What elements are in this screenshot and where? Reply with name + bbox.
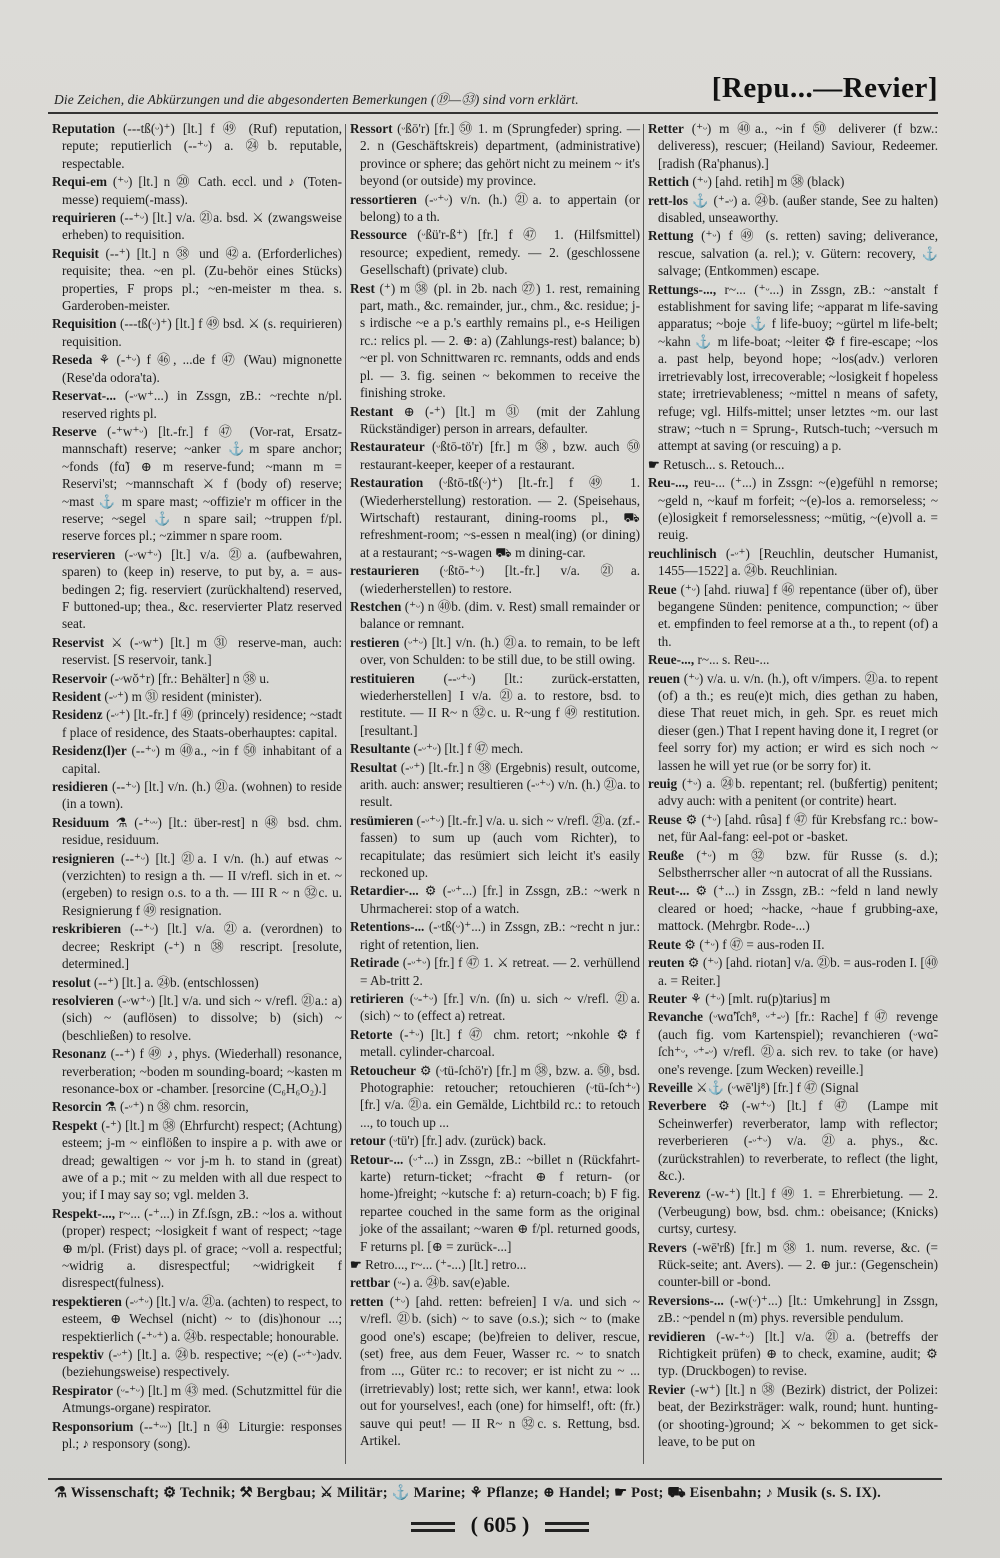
dictionary-entry: reuen (⁺ᵕ) v/a. u. v/n. (h.), oft v/impers. ㉑a. to repent (of) a th.; es reu(e)t mich, dies gethan zu haben, diese That reuet mich, in geh. Spr. es reuet mich dieser (gen.) That I repent having done it, I regret (or feel sorry for) my action; er wird es sich noch ~ lassen he will yet rue (or be sorry for) it. xyxy=(648,670,938,773)
dictionary-entry: Reut-... ⚙ (⁺...) in Zssgn, zB.: ~feld n land newly cleared or hoed; ~hacke, ~haue f grubbing-axe, mattock. (Mehrgbr. Rode-...) xyxy=(648,883,938,934)
entry-headword: Restant xyxy=(350,403,394,419)
dictionary-entry: Revier (-w⁺) [lt.] n ㊳ (Bezirk) district, der Polizei: beat, der Bezirksträger: walk, round; hunt. hunting- (or shooting-)ground; ⚔ ~ bekommen to get sick-leave, to be put on xyxy=(648,1381,938,1450)
entry-headword: restieren xyxy=(350,634,400,650)
entry-headword: Reveille xyxy=(648,1079,693,1095)
dictionary-entry: restieren (ᵕ⁺ᵕ) [lt.] v/n. (h.) ㉑a. to remain, to be left over, von Schulden: to be still due, to be still owing. xyxy=(350,634,640,668)
dictionary-entry: rett-los ⚓ (⁺-ᵕ) a. ㉔b. (außer stande, See zu halten) disabled, unseaworthy. xyxy=(648,192,938,226)
entry-headword: Residenz xyxy=(52,707,103,723)
dictionary-entry: retten (⁺ᵕ) [ahd. retten: befreien] I v/a. und sich ~ v/refl. ㉑b. (sich) ~ to save (o.s.); sich ~ to (make good one's) escape; (be)freien to deliver, rescue, (set) free, aus dem Feuer, Wasser rc. ~ to snatch from ..., Güter rc.: to recover; er ist nicht zu ~ ... (irretrievably) lost; rette sich, wer kann!, etwa: look out for yourselves!, each (one) for himself!, oft: (fr.) sauve qui peut! — II R~ n ㉜c. s. Rettung, bsd. Artikel. xyxy=(350,1293,640,1449)
dictionary-entry: Reuße (⁺ᵕ) m ㉜ bzw. für Russe (s. d.); Selbstherrscher aller ~n autocrat of all the Russians. xyxy=(648,847,938,881)
dictionary-entry: ☛ Retusch... s. Retouch... xyxy=(648,456,785,472)
entry-headword: Requisit xyxy=(52,245,99,261)
dictionary-entry: Requi-em (⁺ᵕ) [lt.] n ⑳ Cath. eccl. und ♪ (Toten-messe) requiem(-mass). xyxy=(52,174,342,207)
entry-headword: reuten xyxy=(648,955,685,971)
page-number: 605 xyxy=(483,1512,517,1537)
entry-headword: Ressort xyxy=(350,121,393,136)
entry-headword: Retour-... xyxy=(350,1151,404,1167)
entry-headword: Reverenz xyxy=(648,1186,701,1202)
dictionary-entry: Retentions-... (-ᵕtß(ᵕ)⁺...) in Zssgn, zB.: ~recht n jur.: right of retention, lien. xyxy=(350,919,640,952)
dictionary-entry: Revers (-wē'rß) [fr.] m ㊳ 1. num. reverse, &c. (= Rück-seite; ant. Avers). — 2. ⊕ jur.: (Gegenschein) counter-bill or -bond. xyxy=(648,1239,938,1290)
entry-headword: Reservat-... xyxy=(52,388,117,404)
dictionary-entry: ressortieren (-ᵕ⁺ᵕ) v/n. (h.) ㉑a. to appertain (or belong) to a th. xyxy=(350,191,640,225)
entry-headword: Retentions-... xyxy=(350,919,425,935)
entry-headword: restituieren xyxy=(350,670,415,686)
entry-headword: respektiv xyxy=(52,1347,104,1363)
entry-headword: Reue xyxy=(648,581,677,597)
dictionary-entry: resümieren (-ᵕ⁺ᵕ) [lt.-fr.] v/a. u. sich ~ v/refl. ㉑a. (zf.-fassen) to sum up (auch vom Richter), to recapitulate; das resümiert sich leicht it's easily reckoned up. xyxy=(350,812,640,881)
column-left xyxy=(52,120,342,1472)
entry-headword: Retoucheur xyxy=(350,1062,416,1078)
dictionary-entry: Restchen (⁺ᵕ) n ㊵b. (dim. v. Rest) small remainder or balance or remnant. xyxy=(350,598,640,632)
dictionary-entry: Reute ⚙ (⁺ᵕ) f ㊼ = aus-roden II. xyxy=(648,936,825,952)
column-middle xyxy=(350,120,640,1472)
dictionary-entry: reskribieren (--⁺ᵕ) [lt.] v/a. ㉑a. (verordnen) to decree; Reskript (-⁺) n ㊳ rescript. [resolute, determined.] xyxy=(52,921,342,972)
entry-headword: Revanche xyxy=(648,1009,703,1025)
dictionary-entry: Restauration (ᵕßtō-tß(ᵕ)⁺) [lt.-fr.] f ㊾ 1. (Wiederherstellung) restoration. — 2. (Speisehaus, Wirtschaft) restaurant, dining-rooms pl., ⛟ refreshment-room; ~s-essen n meal(ing) (or dining) at a restaurant; ~s-wagen ⛟ m dining-car. xyxy=(350,475,640,560)
entry-headword: resignieren xyxy=(52,850,115,866)
dictionary-entry: Resorcin ⚗ (-ᵕ⁺) n ㊳ chm. resorcin, xyxy=(52,1099,249,1115)
abbreviation-note: Die Zeichen, die Abkürzungen und die abgesonderten Bemerkungen (⑲—㉝) sind vorn erklärt. xyxy=(54,92,579,107)
entry-headword: Resonanz xyxy=(52,1046,107,1062)
dictionary-entry: Ressort (ᵕßō'r) [fr.] ㊿ 1. m (Sprungfeder) spring. — 2. n (Geschäftskreis) department, (administrative) province or sphere; das gehört nicht zu meinem ~ it's beyond (or outside) my province. xyxy=(350,121,640,189)
dictionary-entry: Ressource (ᵕßü'r-ß⁺) [fr.] f ㊼ 1. (Hilfsmittel) resource; expedient, remedy. — 2. (geschlossene Gesellschaft) (private) club. xyxy=(350,227,640,278)
entry-headword: Reu-..., xyxy=(648,475,689,491)
dictionary-entry: Retirade (-ᵕ⁺ᵕ) [fr.] f ㊼ 1. ⚔ retreat. — 2. verhüllend = Ab-tritt 2. xyxy=(350,955,640,988)
dictionary-entry: Reservoir (-ᵕwŏ⁺r) [fr.: Behälter] n ㊳ u. xyxy=(52,670,270,686)
dictionary-entry: reuig (⁺ᵕ) a. ㉔b. repentant; rel. (bußfertig) penitent; advy auch: with a penitent (or contrite) heart. xyxy=(648,776,938,809)
dictionary-entry: Reservat-... (-ᵕw⁺...) in Zssgn, zB.: ~rechte n/pl. reserved rights pl. xyxy=(52,388,342,421)
dictionary-entry: retour (ᵕtü'r) [fr.] adv. (zurück) back. xyxy=(350,1133,547,1149)
entry-headword: Retorte xyxy=(350,1026,393,1042)
dictionary-entry: Residuum ⚗ (-⁺ᵕᵕ) [lt.: über-rest] n ㊽ bsd. chm. residue, residuum. xyxy=(52,814,342,848)
dictionary-entry: resolvieren (-ᵕw⁺ᵕ) [lt.] v/a. und sich ~ v/refl. ㉑a.: a) (sich) ~ (auflösen) to dissolve; b) (sich) ~ (beschließen) to resolve. xyxy=(52,992,342,1043)
entry-headword: Reuter xyxy=(648,990,687,1006)
entry-headword: residieren xyxy=(52,779,108,795)
entry-headword: rettbar xyxy=(350,1275,391,1291)
dictionary-entry: ☛ Retro..., r~... (⁺-...) [lt.] retro... xyxy=(350,1257,527,1272)
entry-headword: reskribieren xyxy=(52,921,122,937)
dictionary-entry: Reu-..., reu-... (⁺...) in Zssgn: ~(e)gefühl n remorse; ~geld n, ~kauf m forfeit; ~(e)-los a. remorseless; ~(e)losigkeit f remorselessness; ~mütig, ~(e)voll a. = reuig. xyxy=(648,475,938,543)
entry-headword: Ressource xyxy=(350,227,407,243)
dictionary-entry: Restaurateur (ᵕßtō-tö'r) [fr.] m ㊳, bzw. auch ㊿ restaurant-keeper, keeper of a restaurant. xyxy=(350,439,640,472)
entry-headword: Resorcin xyxy=(52,1099,102,1115)
dictionary-entry: Rettung (⁺ᵕ) f ㊾ (s. retten) saving; deliverance, rescue, salvation (a. rel.); v. Gütern: recovery, ⚓ salvage; (Entkommen) escape. xyxy=(648,228,938,279)
dictionary-entry: reservieren (-ᵕw⁺ᵕ) [lt.] v/a. ㉑a. (aufbewahren, sparen) to (keep in) reserve, to put by, a. = aus-bedingen 2; fig. reserviert (zurückhaltend) reserved, F buttoned-up; thea., &c. reservierter Platz reserved seat. xyxy=(52,546,342,632)
dictionary-entry: residieren (--⁺ᵕ) [lt.] v/n. (h.) ㉑a. (wohnen) to reside (in a town). xyxy=(52,779,342,812)
page-number-group: ( 605 ) xyxy=(470,1512,530,1537)
entry-headword: Resultante xyxy=(350,741,411,757)
entry-headword: Residuum xyxy=(52,814,110,830)
entry-headword: retten xyxy=(350,1293,384,1309)
entry-headword: Reversions-... xyxy=(648,1292,724,1308)
dictionary-entry: reuchlinisch (-ᵕ⁺) [Reuchlin, deutscher Humanist, 1455—1522] a. ㉔b. Reuchlinian. xyxy=(648,545,938,579)
dictionary-entry: Retter (⁺ᵕ) m ㊵a., ~in f ㊿ deliverer (f bzw.: deliveress), rescuer; (Heiland) Saviour, Redeemer. [radish (Ra'phanus).] xyxy=(648,121,938,171)
dictionary-entry: reuten ⚙ (⁺ᵕ) [ahd. riotan] v/a. ㉑b. = aus-roden I. [㊵a. = Reiter.] xyxy=(648,955,938,988)
entry-headword: Rettungs-..., xyxy=(648,281,717,297)
entry-headword: Resultat xyxy=(350,759,397,775)
entry-headword: resümieren xyxy=(350,812,414,828)
dictionary-entry: Reputation (---tß(ᵕ)⁺) [lt.] f ㊾ (Ruf) reputation, repute; reputierlich (--⁺ᵕ) a. ㉔b. reputable, respectable. xyxy=(52,121,342,171)
entry-headword: Retardier-... xyxy=(350,883,419,899)
dictionary-entry: Resultat (-ᵕ⁺) [lt.-fr.] n ㊳ (Ergebnis) result, outcome, arith. auch: answer; resultieren (-ᵕ⁺ᵕ) v/n. (h.) ㉑a. to result. xyxy=(350,759,640,810)
footer-divider xyxy=(48,1478,942,1480)
entry-headword: Requisition xyxy=(52,316,117,332)
dictionary-entry: Retardier-... ⚙ (-ᵕ⁺...) [fr.] in Zssgn, zB.: ~werk n Uhrmacherei: stop of a watch. xyxy=(350,883,640,916)
dictionary-entry: Retoucheur ⚙ (ᵕtü-ſchö'r) [fr.] m ㊳, bzw. a. ㊿, bsd. Photographie: retoucher; retouchieren (ᵕtü-ſch⁺ᵕ) [fr.] v/a. ㉑a. ein Gemälde, Lichtbild rc.: to retouch ..., to touch up ... xyxy=(350,1062,640,1130)
dictionary-entry: Revanche (ᵕwɑ̃'ſch⁸, ᵕ⁺-ᵕ) [fr.: Rache] f ㊼ revenge (auch fig. vom Kartenspiel); revanchieren (ᵕwɑ̃-ſch⁺ᵕ, ᵕ⁺-ᵕ) v/refl. ㉑a. sich rev. to take (or have) one's revenge. [zum Wecken) reveille.] xyxy=(648,1009,938,1077)
dictionary-entry: Reservist ⚔ (-ᵕw⁺) [lt.] m ㉛ reserve-man, auch: reservist. [S reservoir, tank.] xyxy=(52,634,342,668)
dictionary-entry: Reuter ⚘ (⁺ᵕ) [mlt. ru(p)tarius] m xyxy=(648,990,831,1006)
entry-headword: Residenz(l)er xyxy=(52,743,127,759)
entry-headword: ☛ xyxy=(648,456,660,472)
entry-headword: restaurieren xyxy=(350,563,420,579)
dictionary-entry: respektieren (-ᵕ⁺ᵕ) [lt.] v/a. ㉑a. (achten) to respect, to esteem, ⊕ Wechsel (nicht) ~ to (dis)honour ...; respektierlich (-⁺ᵕ⁺) a. ㉔b. respectable; honourable. xyxy=(52,1293,342,1344)
dictionary-entry: retirieren (ᵕ-⁺ᵕ) [fr.] v/n. (ſn) u. sich ~ v/refl. ㉑a. (sich) ~ to (effect a) retreat. xyxy=(350,990,640,1024)
dictionary-entry: Residenz(l)er (--⁺ᵕ) m ㊵a., ~in f ㊿ inhabitant of a capital. xyxy=(52,743,342,776)
entry-headword: Reseda xyxy=(52,352,93,368)
dictionary-entry: Rettich (⁺ᵕ) [ahd. retih] m ㊳ (black) xyxy=(648,174,845,190)
entry-headword: Restchen xyxy=(350,598,402,614)
dictionary-entry: Respirator (ᵕ-⁺ᵕ) [lt.] m ㊸ med. (Schutzmittel für die Atmungs-organe) respirator. xyxy=(52,1382,342,1416)
entry-headword: requirieren xyxy=(52,210,116,226)
entry-headword: reservieren xyxy=(52,546,116,562)
entry-headword: respektieren xyxy=(52,1293,122,1309)
dictionary-entry: Requisit (--⁺) [lt.] n ㊳ und ㊷a. (Erforderliches) requisite; thea. ~en pl. (Zu-behör eines Stücks) properties, F props pl.; ~en-meister m thea. s. Garderoben-meister. xyxy=(52,245,342,314)
dictionary-entry: Reue (⁺ᵕ) [ahd. riuwa] f ㊻ repentance (über of), über begangene Sünden: penitence, compunction; ~ über et. empfinden to feel remorse at a th., to repent (of) a th. xyxy=(648,581,938,649)
dictionary-entry: Respekt (-⁺) [lt.] m ㊳ (Ehrfurcht) respect; (Achtung) esteem; j-m ~ einflößen to inspire a p. with awe or dread; gewaltigen ~ vor j-m h. to stand in (great) awe of a p.; mit ~ zu melden with all due respect to you; if I may say so; vgl. melden 3. xyxy=(52,1117,342,1203)
dictionary-entry: Reverenz (-w-⁺) [lt.] f ㊾ 1. = Ehrerbietung. — 2. (Verbeugung) bow, bsd. chm.: obeisance; (Knicks) curtsy, curtesy. xyxy=(648,1186,938,1237)
ornament-bars-left xyxy=(411,1522,455,1532)
entry-headword: Rettung xyxy=(648,228,694,244)
dictionary-entry: revidieren (-w-⁺ᵕ) [lt.] v/a. ㉑a. (betreffs der Richtigkeit prüfen) ⊕ to check, examine, audit; ⚙ typ. (Druckbogen) to revise. xyxy=(648,1328,938,1379)
dictionary-entry: restaurieren (ᵕßtō-⁺ᵕ) [lt.-fr.] v/a. ㉑a. (wiederherstellen) to restore. xyxy=(350,563,640,596)
dictionary-entry: requirieren (--⁺ᵕ) [lt.] v/a. ㉑a. bsd. ⚔ (zwangsweise erheben) to requisition. xyxy=(52,210,342,243)
dictionary-entry: Retour-... (ᵕ⁺...) in Zssgn, zB.: ~billet n (Rückfahrt-karte) return-ticket; ~fracht ⊕ f return- (or home-)freight; ~kutsche f: a) return-coach; b) F fig. repartee couched in the same form as the original joke of the assailant; ~waren ⊕ f/pl. returned goods, F returns pl. [⊕ = zurück-...] xyxy=(350,1151,640,1254)
entry-headword: Reut-... xyxy=(648,883,690,899)
dictionary-entry: resolut (--⁺) [lt.] a. ㉔b. (entschlossen) xyxy=(52,974,259,990)
dictionary-entry: Resident (-ᵕ⁺) m ㉛ resident (minister). xyxy=(52,689,263,704)
entry-headword: Revier xyxy=(648,1381,686,1397)
dictionary-entry: Rest (⁺) m ㊳ (pl. in 2b. nach ㉗) 1. rest, remaining part, math., &c. remainder, jur., chm., &c. residue; j-s irdische ~e a p.'s earthly remains pl., e-s Heiligen rc.: relics pl. — 2. ⊕: a) (Zahlungs-rest) balance; b) ~er pl. von Schnittwaren rc. remnants, odds and ends pl. — 3. fig. seinen ~ bekommen to receive the finishing stroke. xyxy=(350,280,640,401)
column-divider xyxy=(345,124,346,1464)
entry-headword: rett-los xyxy=(648,192,689,208)
entry-headword: Respirator xyxy=(52,1382,113,1398)
page-range-title: [Repu...—Revier] xyxy=(711,72,938,104)
dictionary-entry: Reveille ⚔⚓ (ᵕwē'lj⁸) [fr.] f ㊼ (Signal xyxy=(648,1079,859,1095)
entry-headword: reuen xyxy=(648,670,680,686)
entry-headword: Reuße xyxy=(648,847,684,863)
ornament-bars-right xyxy=(545,1522,589,1532)
entry-headword: retour xyxy=(350,1133,386,1149)
page-header xyxy=(48,70,938,114)
dictionary-entry: Reseda ⚘ (-⁺ᵕ) f ㊻, ...de f ㊼ (Wau) mignonette (Rese'da odora'ta). xyxy=(52,352,342,385)
entry-headword: Reue-..., xyxy=(648,652,695,668)
entry-headword: ☛ xyxy=(350,1257,362,1272)
dictionary-entry: Resultante (-ᵕ⁺ᵕ) [lt.] f ㊼ mech. xyxy=(350,741,524,757)
dictionary-entry: Restant ⊕ (-⁺) [lt.] m ㉛ (mit der Zahlung Rückständiger) person in arrears, defaulter. xyxy=(350,403,640,436)
entry-headword: Resident xyxy=(52,689,102,704)
dictionary-entry: Resonanz (--⁺) f ㊾ ♪, phys. (Wiederhall) resonance, reverberation; ~boden m sounding-board; ~kasten m resonance-box or -chamber. [resorcine (C₆H₆O₂).] xyxy=(52,1046,342,1096)
entry-headword: retirieren xyxy=(350,990,404,1006)
entry-headword: Reute xyxy=(648,936,681,952)
dictionary-entry: Reversions-... (-w(ᵕ)⁺...) [lt.: Umkehrung] in Zssgn, zB.: ~pendel n (m) phys. reversible pendulum. xyxy=(648,1292,938,1326)
dictionary-entry: restituieren (--ᵕ⁺ᵕ) [lt.: zurück-erstatten, wiederherstellen] I v/a. ㉑a. to restore, bsd. to restitute. — II R~ n ㉜c. u. R~ung f ㊾ restitution. [resultant.] xyxy=(350,670,640,738)
entry-headword: Reserve xyxy=(52,423,97,439)
entry-headword: Retirade xyxy=(350,955,400,971)
dictionary-entry: Reserve (-⁺w⁺ᵕ) [lt.-fr.] f ㊼ (Vor-rat, Ersatz-mannschaft) reserve; ~anker ⚓m spare anchor; ~fonds (fɑ̃) ⊕ m reserve-fund; ~mann m = Reservi'st; ~mannschaft ⚔ f (body of) reserve; ~mast ⚓ m spare mast; ~offizie'r m officer in the reserve; ~segel ⚓ n spare sail; ~truppen f/pl. reserve forces pl.; ~zimmer n spare room. xyxy=(52,423,342,544)
entry-headword: Requi-em xyxy=(52,174,107,190)
dictionary-entry: Rettungs-..., r~... (⁺ᵕ...) in Zssgn, zB.: ~anstalt f establishment for saving life; ~apparat m life-saving apparatus; ~boje ⚓ f life-buoy; ~gürtel m life-belt; ~kahn ⚓ m life-boat; ~leiter ⚙ f fire-escape; ~los a. past help, beyond hope; ~los(adv.) verloren irretrievably lost, irrecoverable; ~losigkeit f hopeless state; irretrievableness; ~mittel n means of safety, refuge; vgl. Hilfs-mittel; unser letztes ~m. our last straw; ~tuch n = Sprung-, Rutsch-tuch; ~versuch m attempt at saving (or rescuing) a p. xyxy=(648,281,938,454)
dictionary-entry: rettbar (ᵕ-) a. ㉔b. sav(e)able. xyxy=(350,1275,510,1291)
entry-headword: Reuse xyxy=(648,811,682,827)
entry-headword: Respekt xyxy=(52,1117,98,1133)
entry-headword: Responsorium xyxy=(52,1418,134,1434)
entry-headword: Reverbere xyxy=(648,1098,707,1114)
dictionary-entry: Reuse ⚙ (⁺ᵕ) [ahd. rûsa] f ㊼ für Krebsfang rc.: bow-net, für Aal-fang: eel-pot or -basket. xyxy=(648,811,938,845)
entry-headword: Retter xyxy=(648,121,684,136)
entry-headword: ressortieren xyxy=(350,191,417,207)
entry-headword: Reservist xyxy=(52,634,104,650)
entry-headword: revidieren xyxy=(648,1328,706,1344)
dictionary-entry: Retorte (-⁺ᵕ) [lt.] f ㊼ chm. retort; ~nkohle ⚙ f metall. cylinder-charcoal. xyxy=(350,1026,640,1060)
dictionary-entry: respektiv (-ᵕ⁺) [lt.] a. ㉔b. respective; ~(e) (-ᵕ⁺ᵕ)adv.(beziehungsweise) respectively. xyxy=(52,1347,342,1380)
symbol-legend: ⚗ Wissenschaft; ⚙ Technik; ⚒ Bergbau; ⚔ Militär; ⚓ Marine; ⚘ Pflanze; ⊕ Handel; ☛ Post; ⛟ Eisenbahn; ♪ Musik (s. S. IX). xyxy=(54,1485,881,1501)
dictionary-entry: Reverbere ⚙ (-w⁺ᵕ) [lt.] f ㊼ (Lampe mit Scheinwerfer) reverberator, lamp with reflector; reverberieren (-ᵕ⁺ᵕ) v/a. ㉑a. phys., &c. (zurückstrahlen) to reverberate, to reflect (the light, &c.). xyxy=(648,1098,938,1183)
entry-headword: Respekt-..., xyxy=(52,1205,116,1221)
column-divider xyxy=(643,124,644,1464)
text-columns xyxy=(52,120,942,1472)
entry-headword: Rest xyxy=(350,280,375,296)
dictionary-entry: Reue-..., r~... s. Reu-... xyxy=(648,652,770,668)
entry-headword: reuig xyxy=(648,776,678,792)
entry-headword: reuchlinisch xyxy=(648,545,717,561)
page-number-block xyxy=(0,1512,1000,1538)
entry-headword: Reputation xyxy=(52,121,116,136)
column-right xyxy=(648,120,938,1472)
entry-headword: Restauration xyxy=(350,475,424,491)
dictionary-entry: Requisition (---tß(ᵕ)⁺) [lt.] f ㊾ bsd. ⚔ (s. requirieren) requisition. xyxy=(52,316,342,349)
dictionary-entry: Respekt-..., r~... (-⁺...) in Zf.ſsgn, zB.: ~los a. without (proper) respect; ~losigkeit f want of respect; ~tage ⊕ m/pl. (Frist) days pl. of grace; ~voll a. respectful; ~widrig a. disrespectful; ~widrigkeit f disrespect(fulness). xyxy=(52,1205,342,1291)
entry-headword: Restaurateur xyxy=(350,439,425,455)
dictionary-entry: Residenz (-ᵕ⁺) [lt.-fr.] f ㊾ (princely) residence; ~stadt f place of residence, des Staats-oberhauptes: capital. xyxy=(52,707,342,740)
entry-headword: Reservoir xyxy=(52,670,107,686)
dictionary-entry: resignieren (--⁺ᵕ) [lt.] ㉑a. I v/n. (h.) auf etwas ~ (verzichten) to resign a th. — II v/refl. sich in et. ~ (ergeben) to resign o.s. to a th. — III R ~ n ㉜c. u. Resignierung f ㊾ resignation. xyxy=(52,850,342,918)
entry-headword: Revers xyxy=(648,1239,687,1255)
entry-headword: resolut xyxy=(52,974,91,990)
dictionary-entry: Responsorium (--⁺ᵕᵕ) [lt.] n ㊹ Liturgie: responses pl.; ♪ responsory (song). xyxy=(52,1418,342,1452)
entry-headword: resolvieren xyxy=(52,992,114,1008)
entry-headword: Rettich xyxy=(648,174,690,190)
